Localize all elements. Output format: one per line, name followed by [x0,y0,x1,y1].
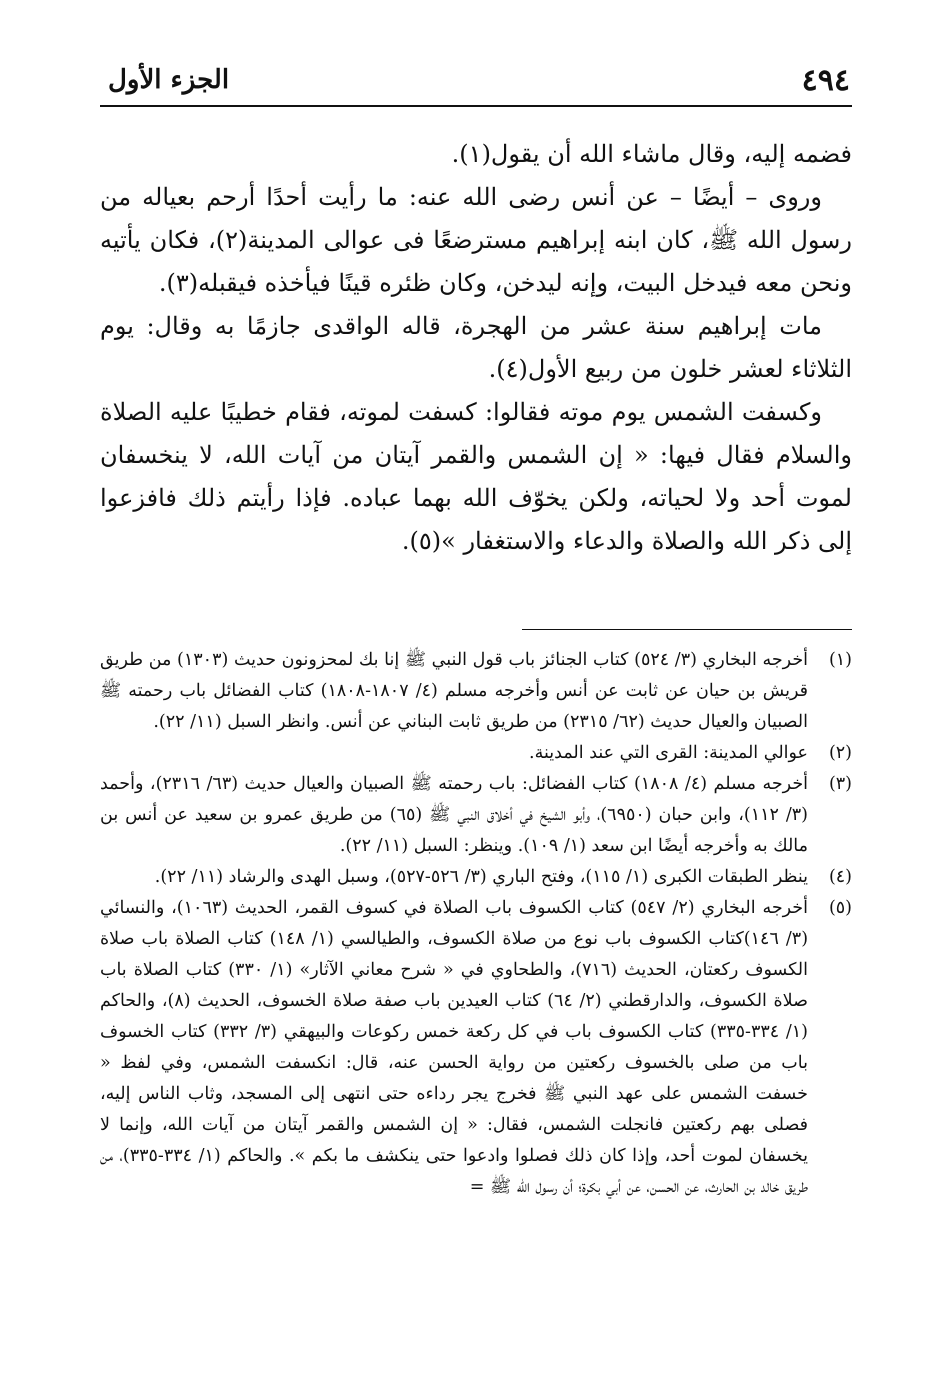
footnote-5 [100,893,852,1203]
footnote-separator [522,629,852,630]
footnote-number: (٤) [828,867,852,887]
paragraph-4: وكسفت الشمس يوم موته فقالوا: كسفت لموته، فقام خطيبًا عليه الصلاة والسلام فقال فيها: « إن الشمس والقمر آيتان من آيات الله، لا ينخسفان لموت أحد ولا لحياته، ولكن يخوّف الله بهما عباده. فإذا رأيتم ذلك فافزعوا إلى ذكر الله والصلاة والدعاء والاستغفار »(٥). [100,398,852,555]
footnote-text: أخرجه البخاري (٣/ ٥٢٤) كتاب الجنائز باب قول النبي ﷺ إنا بك لمحزونون حديث (١٣٠٣) من طريق قريش بن حيان عن ثابت عن أنس وأخرجه مسلم (٤/ ١٨٠٧-١٨٠٨) كتاب الفضائل باب رحمته ﷺ الصبيان والعيال حديث (٦٢/ ٢٣١٥) من طريق ثابت البناني عن أنس. وانظر السبل (١١/ ٢٢). [100,650,809,732]
footnote-number: (٢) [828,743,852,763]
paragraph-2: وروى – أيضًا – عن أنس رضى الله عنه: ما رأيت أحدًا أرحم بعياله من رسول الله ﷺ، كان ابنه إبراهيم مسترضعًا فى عوالى المدينة(٢)، فكان يأتيه ونحن معه فيدخل البيت، وإنه ليدخن، وكان ظئره قينًا فيأخذه فيقبله(٣). [100,183,853,297]
part-title: الجزء الأول [108,65,230,95]
paragraph-3: مات إبراهيم سنة عشر من الهجرة، قاله الواقدى جازمًا به وقال: يوم الثلاثاء لعشر خلون من ربيع الأول(٤). [100,312,852,383]
footnote-number: (٥) [828,898,852,918]
page-header [100,55,852,107]
footnotes [100,645,852,1203]
footnote-2 [100,738,852,769]
footnote-text: عوالي المدينة: القرى التي عند المدينة. [529,743,808,763]
footnote-number: (٣) [828,774,852,794]
page-number: ٤٩٤ [801,63,850,98]
paragraph-1: فضمه إليه، وقال ماشاء الله أن يقول(١). [451,140,852,168]
main-text [100,133,852,563]
footnote-1 [100,645,852,738]
footnote-3 [100,769,852,862]
footnote-4 [100,862,852,893]
book-page [100,55,852,1315]
footnote-number: (١) [828,650,852,670]
footnote-text: ينظر الطبقات الكبرى (١/ ١١٥)، وفتح الباري (٣/ ٥٢٦-٥٢٧)، وسبل الهدى والرشاد (١١/ ٢٢). [154,867,808,887]
footnote-text: أخرجه مسلم (٤/ ١٨٠٨) كتاب الفضائل: باب رحمته ﷺ الصبيان والعيال حديث (٦٣/ ٢٣١٦)، وأحمد (٣/ ١١٢)، وابن حبان (٦٩٥٠)، وأبو الشيخ في أخلاق النبي ﷺ (٦٥) من طريق عمرو بن سعيد عن أنس بن مالك به وأخرجه أيضًا ابن سعد (١/ ١٠٩). وينظر: السبل (١١/ ٢٢). [100,774,808,856]
footnote-text: أخرجه البخاري (٢/ ٥٤٧) كتاب الكسوف باب الصلاة في كسوف القمر، الحديث (١٠٦٣)، والنسائي (٣/ ١٤٦)كتاب الكسوف باب نوع من صلاة الكسوف، والطيالسي (١/ ١٤٨) كتاب الصلاة باب صلاة الكسوف ركعتان، الحديث (٧١٦)، والطحاوي في « شرح معاني الآثار» (١/ ٣٣٠) كتاب الصلاة باب صلاة الكسوف، والدارقطني (٢/ ٦٤) كتاب العيدين باب صفة صلاة الخسوف، الحديث (٨)، والحاكم (١/ ٣٣٤-٣٣٥) كتاب الكسوف باب في كل ركعة خمس ركوعات والبيهقي (٣/ ٣٣٢) كتاب الخسوف باب من صلى بالخسوف ركعتين من رواية الحسن عنه، قال: انكسفت الشمس، وفي لفظ « خسفت الشمس على عهد النبي ﷺ فخرج يجر رداءه حتى انتهى إلى المسجد، وثاب الناس إليه، فصلى بهم ركعتين فانجلت الشمس، فقال: « إن الشمس والقمر آيتان من آيات الله، وإنما لا يخسفان لموت أحد، وإذا كان ذلك فصلوا وادعوا حتى ينكشف ما بكم ». والحاكم (١/ ٣٣٤-٣٣٥)، من طريق خالد بن الحارث، عن الحسن، عن أبي بكرة؛ أن رسول الله ﷺ = [100,898,809,1197]
